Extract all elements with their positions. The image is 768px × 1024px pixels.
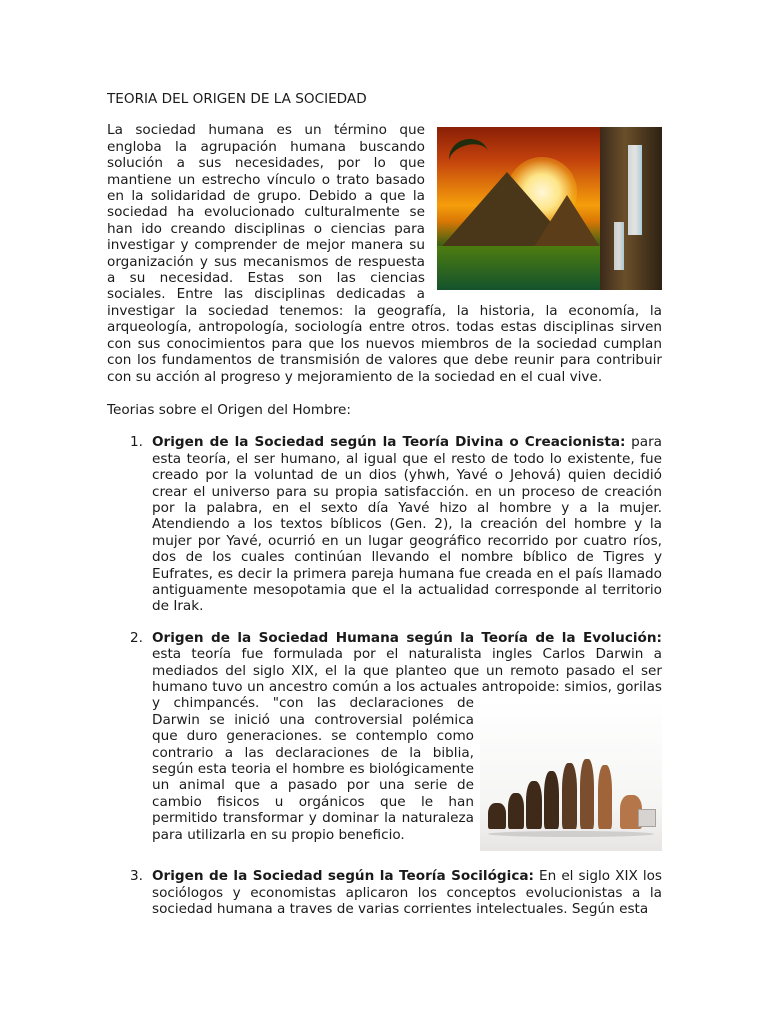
theory-heading: Origen de la Sociedad Humana según la Teoría de la Evolución: — [152, 629, 662, 646]
theory-body: En el siglo XIX los sociólogos y economistas aplicaron los conceptos evolucionistas a la sociedad humana a traves de varias corrientes intelectuales. Según esta — [152, 868, 663, 918]
list-item — [107, 868, 662, 917]
mountain-shape — [532, 195, 602, 250]
theory-body: esta teoría fue formulada por el naturalista ingles Carlos Darwin a mediados del siglo XIX, el la que planteo que un remoto pasado el ser humano tuvo un ancestro común a los actuales antropoide: simios, — [152, 646, 662, 695]
list-number: 2. — [130, 629, 143, 646]
theory-heading: Origen de la Sociedad según la Teoría Socilógica: — [152, 868, 534, 885]
evolution-figure — [544, 771, 559, 829]
evolution-image — [480, 699, 662, 851]
theory-body: gorilas y chimpancés. "con las declaraciones de Darwin se inició una controversial polémica que duro generaciones. se contemplo como contrario a las declaraciones de la biblia, según esta teoria el hombre es biológicamente un animal que a pasado por una serie de cambio fisicos u orgánicos que le han permitido transformar y dominar la naturaleza para utilizarla en su propio beneficio. — [152, 679, 662, 843]
waterfall-shape — [614, 222, 624, 270]
computer-shape — [638, 809, 656, 827]
list-number: 3. — [130, 868, 143, 885]
list-item — [107, 630, 662, 854]
evolution-figure — [526, 781, 542, 829]
document-page — [107, 91, 662, 933]
evolution-figure — [580, 759, 594, 829]
intro-paragraph: La sociedad humana es un término que engloba la agrupación humana buscando solución a sus necesidades, por lo que mantiene un estrecho vínculo o trato basado en la solidaridad de grupo. Debido a que la sociedad ha evolucionado culturalmente se han ido creando disciplinas o ciencias para investigar y comprender de mejor manera su organización y sus mecanismos de respuesta a su necesidad. Estas son las ciencias sociales. Entre las disciplinas dedicadas a investigar la sociedad tenemos: la geografía, la historia, la economía, la arqueología, antropología, sociología entre otros. todas estas disciplinas sirven con sus conocimientos para que los nuevos miembros de la sociedad cumplan con los fundamentos de transmisión de valores que debe reunir para contribuir con su acción al progreso y mejoramiento de la sociedad en el cual vive. — [107, 122, 662, 385]
waterfall-shape — [628, 145, 642, 235]
evolution-figure — [598, 765, 612, 829]
section-subtitle: Teorias sobre el Origen del Hombre: — [107, 401, 351, 418]
evolution-figure — [508, 793, 524, 829]
evolution-figure — [488, 803, 506, 829]
theories-list — [107, 434, 662, 917]
theory-body: para esta teoría, el ser humano, al igual que el resto de todo lo existente, fue creado por la voluntad de un dios (yhwh, Yavé o Jehová) quien decidió crear el universo para su propia satisfacción. en un proceso de creación por la palabra, en el sexto día Yavé hizo al hombre y a la mujer. Atendiendo a los textos bíblicos (Gen. 2), la creación del hombre y la mujer por Yavé, ocurrió en un lugar geográfico recorrido por cuatro ríos, dos de los cuales continúan llevando el nombre bíblico de Tigres y Eufrates, es decir la primera pareja humana fue creada en el país llamado antiguamente mesopotamia que el la actualidad corresponde al territorio de Irak. — [152, 434, 662, 615]
document-title: TEORIA DEL ORIGEN DE LA SOCIEDAD — [107, 91, 367, 107]
theory-heading: Origen de la Sociedad según la Teoría Divina o Creacionista: — [152, 434, 626, 451]
fantasy-landscape-image — [437, 127, 662, 290]
list-number: 1. — [130, 434, 143, 451]
ground-shadow — [488, 831, 654, 837]
evolution-figure — [562, 763, 577, 829]
list-item — [107, 434, 662, 614]
